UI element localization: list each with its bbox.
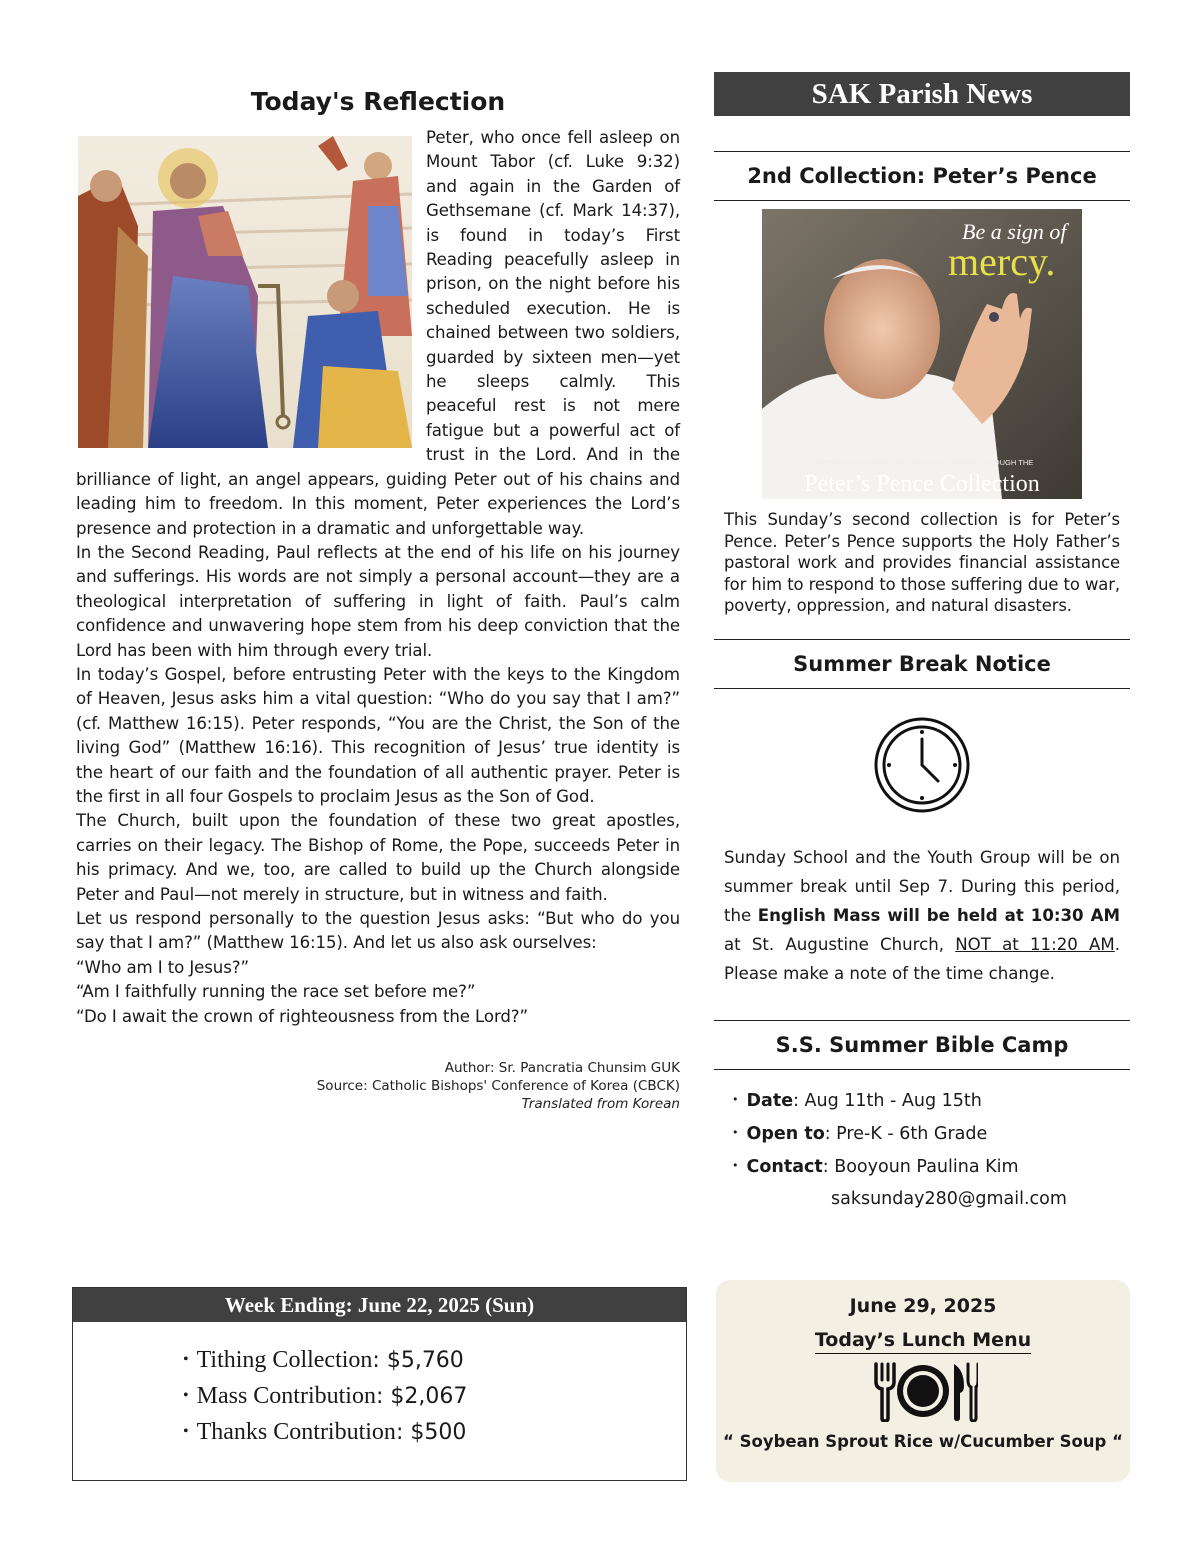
image-small-text: SUPPORT THE WORKS OF THE HOLY FATHER THROUGH THE — [810, 458, 1034, 467]
collection-label: Thanks Contribution — [196, 1419, 396, 1445]
bullet: • — [183, 1351, 189, 1368]
camp-label: Date — [746, 1090, 794, 1111]
bullet: • — [732, 1158, 739, 1172]
bullet: • — [183, 1387, 189, 1404]
bullet: • — [183, 1423, 189, 1440]
lunch-menu: “ Soybean Sprout Rice w/Cucumber Soup “ — [723, 1432, 1123, 1451]
reflection-title: Today's Reflection — [250, 87, 506, 116]
camp-value: : Aug 11th - Aug 15th — [793, 1090, 982, 1111]
reflection-paragraph-1: Peter, who once fell asleep on Mount Tabor (cf. Luke 9:32) and again in the Garden of Gethsemane (cf. Mark 14:37), is found in today’s First Reading peacefully asleep in prison, on the night before his scheduled execution. He is chained between two soldiers, guarded by sixteen men—yet he sleeps calmly. This peaceful rest is not mere fatigue but a powerful act of trust in the Lord. And in the brilliance of light, an angel appears, guiding Peter out of his chains and leading him to freedom. In this moment, Peter experiences the Lord’s presence and protection in a dramatic and unforgettable way. — [76, 128, 680, 538]
attribution — [76, 1059, 680, 1113]
week-ending-header: Week Ending: June 22, 2025 (Sun) — [73, 1288, 686, 1322]
bible-camp-list — [714, 1070, 1130, 1183]
bullet: • — [732, 1092, 739, 1106]
collection-item-mass — [183, 1378, 686, 1414]
lunch-box — [716, 1280, 1130, 1482]
source: Source: Catholic Bishops' Conference of Korea (CBCK) — [316, 1078, 680, 1095]
reflection-section — [76, 82, 680, 1113]
collection-amount: : $2,067 — [375, 1384, 468, 1409]
camp-value: : Pre-K - 6th Grade — [824, 1123, 988, 1144]
painting-image — [78, 136, 412, 448]
question-3: “Do I await the crown of righteousness from the Lord?” — [76, 1006, 529, 1026]
translated-note: Translated from Korean — [521, 1096, 680, 1113]
week-ending-box — [72, 1287, 687, 1481]
peters-pence-text: This Sunday’s second collection is for Peter’s Pence. Peter’s Pence supports the Holy Father’s pastoral work and provides financial assistance for him to respond to those suffering due to war, poverty, oppression, and natural disasters. — [724, 510, 1120, 616]
image-tagline-1: Be a sign of — [962, 219, 1067, 244]
collection-list — [73, 1322, 686, 1450]
collection-label: Mass Contribution — [196, 1383, 376, 1409]
peters-pence-title: 2nd Collection: Peter’s Pence — [714, 151, 1130, 201]
bible-camp-title: S.S. Summer Bible Camp — [714, 1020, 1130, 1070]
reflection-body — [76, 126, 680, 1029]
summer-break-title: Summer Break Notice — [714, 639, 1130, 689]
camp-value: : Booyoun Paulina Kim — [822, 1156, 1019, 1177]
collection-item-thanks — [183, 1414, 686, 1450]
author: Author: Sr. Pancratia Chunsim GUK — [444, 1060, 680, 1077]
parish-news-header: SAK Parish News — [714, 72, 1130, 116]
camp-contact — [732, 1150, 1130, 1183]
camp-open-to — [732, 1117, 1130, 1150]
reflection-paragraph-3: In today’s Gospel, before entrusting Peter with the keys to the Kingdom of Heaven, Jesus asks him a vital question: “Who do you say that I am?” (cf. Matthew 16:15). Peter responds, “You are the Christ, the Son of the living God” (Matthew 16:16). This recognition of Jesus’ true identity is the heart of our faith and the foundation of all authentic prayer. Peter is the first in all four Gospels to proclaim Jesus as the Son of God. — [76, 664, 680, 806]
reflection-paragraph-4: The Church, built upon the foundation of these two great apostles, carries on their legacy. The Bishop of Rome, the Pope, succeeds Peter in his primacy. And we, too, are called to build up the Church alongside Peter and Paul—not merely in structure, but in witness and faith. — [76, 811, 680, 904]
summer-break-text — [714, 815, 1130, 988]
collection-amount: : $5,760 — [372, 1348, 464, 1373]
collection-amount: : $500 — [395, 1420, 467, 1445]
image-big-text: Peter’s Pence Collection — [804, 471, 1040, 497]
question-1: “Who am I to Jesus?” — [76, 957, 249, 977]
collection-item-tithing — [183, 1342, 686, 1378]
reflection-paragraph-2: In the Second Reading, Paul reflects at the end of his life on his journey and sufferings. His words are not simply a personal account—they are a theological interpretation of suffering in light of faith. Paul’s calm confidence and unwavering hope stem from his deep conviction that the Lord has been with him through every trial. — [76, 542, 680, 660]
bullet: • — [732, 1125, 739, 1139]
parish-news-section — [714, 72, 1130, 1215]
summer-text-a: Sunday School and the Youth Group will be on summer break until Sep 7. During this period, the — [724, 847, 1120, 925]
lunch-title: Today’s Lunch Menu — [815, 1327, 1031, 1354]
peters-pence-image — [762, 209, 1082, 499]
summer-text-c: at St. Augustine Church, — [724, 934, 956, 954]
collection-label: Tithing Collection — [196, 1347, 373, 1373]
question-2: “Am I faithfully running the race set before me?” — [76, 982, 476, 1002]
image-tagline-2: mercy. — [948, 239, 1056, 284]
camp-email[interactable]: saksunday280@gmail.com — [831, 1188, 1067, 1209]
summer-text-d: NOT at 11:20 AM — [955, 934, 1115, 954]
camp-label: Contact — [746, 1156, 823, 1177]
camp-date — [732, 1084, 1130, 1117]
plate-cutlery-icon — [868, 1360, 978, 1422]
clock-icon — [872, 715, 972, 815]
reflection-paragraph-5: Let us respond personally to the question Jesus asks: “But who do you say that I am?” (Matthew 16:15). And let us also ask ourselves: — [76, 909, 680, 953]
summer-text-e: . Please make a note of the time change. — [724, 934, 1120, 983]
summer-text-b: English Mass will be held at 10:30 AM — [757, 905, 1120, 925]
lunch-date: June 29, 2025 — [849, 1295, 997, 1317]
camp-label: Open to — [746, 1123, 825, 1144]
